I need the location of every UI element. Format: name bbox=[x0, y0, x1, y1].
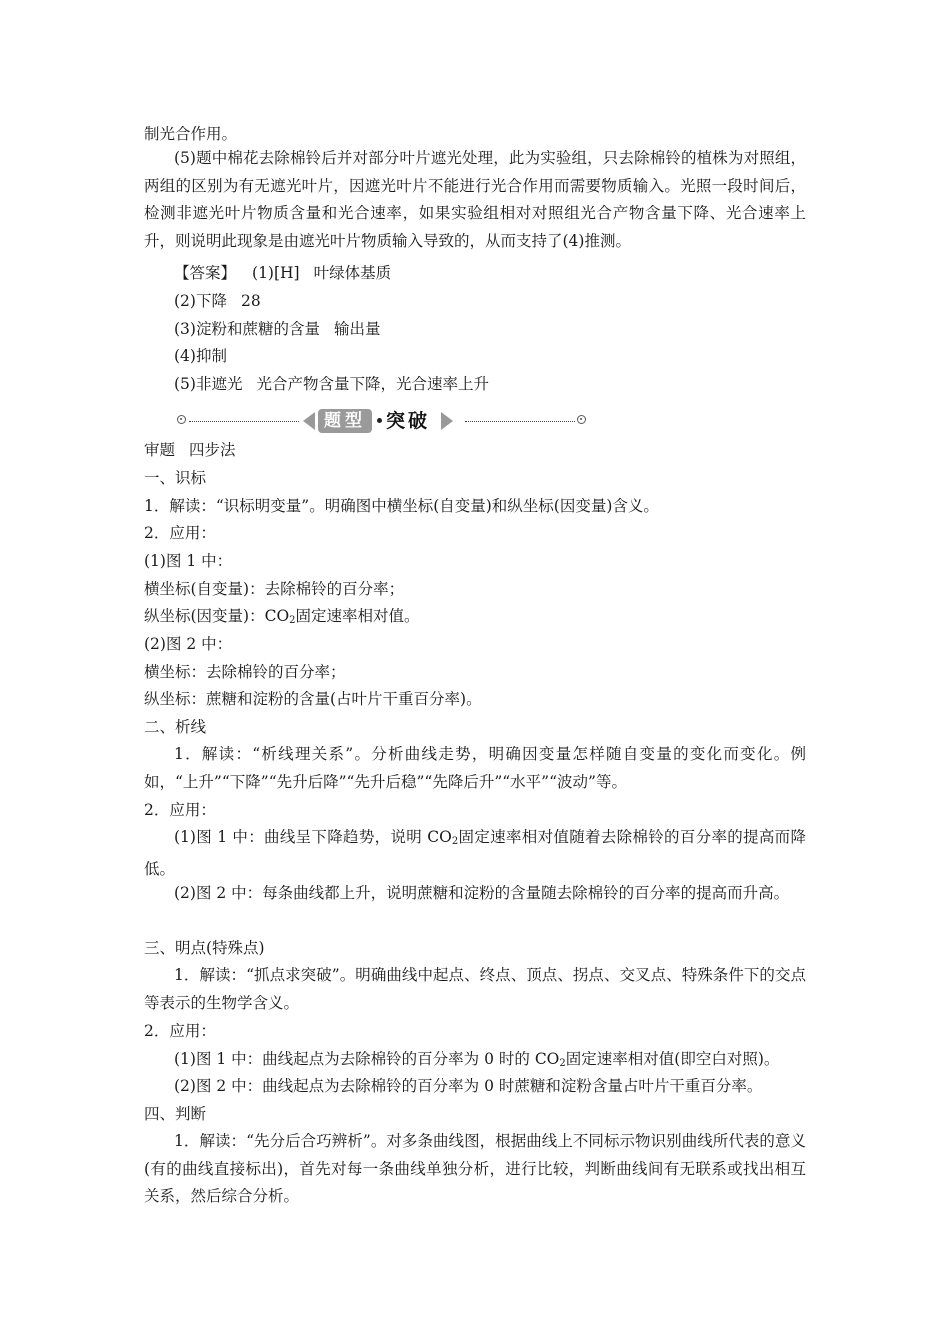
step4-read bbox=[144, 1128, 806, 1211]
step3-apply bbox=[0, 1021, 950, 1041]
step1-title-text: 一、识标 bbox=[144, 469, 207, 487]
step3-fig1-text-a: (1)图 1 中：曲线起点为去除棉铃的百分率为 0 时的 CO bbox=[174, 1050, 560, 1068]
step2-apply bbox=[0, 800, 950, 820]
step3-fig1 bbox=[0, 1049, 950, 1074]
paragraph-5-text: (5)题中棉花去除棉铃后并对部分叶片遮光处理，此为实验组，只去除棉铃的植株为对照组，两组的区别为有无遮光叶片，因遮光叶片不能进行光合作用而需要物质输入。光照一段时间后，检测非遮光叶片物质含量和光合速率，如果实验组相对对照组光合产物含量下降、光合速率上升，则说明此现象是由遮光叶片物质输入导致的，从而支持了(4)推测。 bbox=[144, 149, 806, 250]
step1-fig1-y bbox=[0, 606, 950, 631]
step1-apply-text: 2．应用： bbox=[144, 524, 216, 542]
step3-read-text: 1．解读：“抓点求突破”。明确曲线中起点、终点、顶点、拐点、交叉点、特殊条件下的交点等表示的生物学含义。 bbox=[144, 966, 806, 1012]
answer-3-text: 输出量 bbox=[333, 320, 381, 338]
answer-5-number: (5)非遮光 bbox=[174, 375, 243, 393]
answer-line-4 bbox=[0, 346, 950, 366]
answer-1-text: 叶绿体基质 bbox=[313, 264, 392, 282]
step1-fig1 bbox=[0, 551, 950, 571]
subscript: 2 bbox=[451, 836, 459, 847]
step3-fig2-text: (2)图 2 中：曲线起点为去除棉铃的百分率为 0 时蔗糖和淀粉含量占叶片干重百分率。 bbox=[174, 1077, 763, 1095]
step2-fig2-text: (2)图 2 中：每条曲线都上升，说明蔗糖和淀粉的含量随去除棉铃的百分率的提高而升高。 bbox=[174, 884, 790, 902]
step4-read-text: 1．解读：“先分后合巧辨析”。对多条曲线图，根据曲线上不同标示物识别曲线所代表的意义(有的曲线直接标出)，首先对每一条曲线单独分析，进行比较，判断曲线间有无联系或找出相互关系，然后综合分析。 bbox=[144, 1132, 806, 1206]
paragraph-5 bbox=[144, 145, 806, 255]
step3-fig2 bbox=[0, 1076, 950, 1096]
step2-title-text: 二、析线 bbox=[144, 718, 207, 736]
answer-2-number: (2)下降 bbox=[174, 292, 227, 310]
answer-line-1 bbox=[0, 263, 950, 283]
method-title-a: 审题 bbox=[144, 441, 176, 459]
step1-apply bbox=[0, 523, 950, 543]
step1-fig2-y bbox=[0, 689, 950, 709]
answer-line-2 bbox=[0, 291, 950, 311]
banner-tag: 题型 bbox=[318, 409, 372, 433]
banner-right-end-icon bbox=[577, 415, 586, 424]
section-banner bbox=[177, 407, 587, 437]
step2-fig1-text-b: 固定速率相对值随着去除棉铃的百分率的提高而降低。 bbox=[144, 828, 806, 878]
method-title-b: 四步法 bbox=[189, 441, 236, 459]
step2-fig2 bbox=[144, 880, 806, 908]
answer-1-number: (1)[H] bbox=[252, 264, 300, 282]
step1-fig1-y-text-b: 固定速率相对值。 bbox=[295, 607, 420, 625]
answer-5-text: 光合产物含量下降，光合速率上升 bbox=[256, 375, 489, 393]
method-title bbox=[0, 440, 950, 460]
step3-fig1-text-b: 固定速率相对值(即空白对照)。 bbox=[565, 1050, 780, 1068]
step3-read bbox=[144, 962, 806, 1017]
step1-fig2-text: (2)图 2 中： bbox=[144, 635, 233, 653]
banner-left-divider bbox=[189, 421, 299, 422]
step1-fig2-y-text: 纵坐标：蔗糖和淀粉的含量(占叶片干重百分率)。 bbox=[144, 690, 482, 708]
text-line bbox=[0, 124, 950, 144]
step1-fig2 bbox=[0, 634, 950, 654]
step1-fig1-y-text-a: 纵坐标(因变量)：CO bbox=[144, 607, 290, 625]
answer-2-text: 28 bbox=[240, 292, 261, 310]
banner-left-end-icon bbox=[177, 415, 186, 424]
continued-sentence: 制光合作用。 bbox=[144, 125, 238, 143]
step1-read bbox=[0, 496, 950, 516]
step1-fig2-x bbox=[0, 662, 950, 682]
banner-title: 突破 bbox=[386, 410, 431, 432]
answer-line-3 bbox=[0, 319, 950, 339]
step2-title bbox=[0, 717, 950, 737]
banner-right-divider bbox=[465, 421, 575, 422]
step4-title bbox=[0, 1104, 950, 1124]
answer-4-text: (4)抑制 bbox=[174, 347, 227, 365]
step2-fig1-text-a: (1)图 1 中：曲线呈下降趋势，说明 CO bbox=[174, 828, 452, 846]
step1-fig2-x-text: 横坐标：去除棉铃的百分率； bbox=[144, 663, 346, 681]
subscript: 2 bbox=[289, 615, 296, 626]
answer-line-5 bbox=[0, 374, 950, 394]
step2-fig1 bbox=[144, 824, 806, 883]
step1-fig1-x bbox=[0, 579, 950, 599]
triangle-right-icon bbox=[441, 412, 453, 430]
step3-title-text: 三、明点(特殊点) bbox=[144, 939, 265, 957]
subscript: 2 bbox=[559, 1058, 566, 1069]
step1-read-text: 1．解读：“识标明变量”。明确图中横坐标(自变量)和纵坐标(因变量)含义。 bbox=[144, 497, 659, 515]
step1-title bbox=[0, 468, 950, 488]
step3-apply-text: 2．应用： bbox=[144, 1022, 216, 1040]
triangle-left-icon bbox=[303, 412, 315, 430]
step2-read bbox=[144, 741, 806, 796]
bullet-dot-icon bbox=[377, 418, 382, 423]
step1-fig1-text: (1)图 1 中： bbox=[144, 552, 233, 570]
step2-read-text: 1．解读：“析线理关系”。分析曲线走势，明确因变量怎样随自变量的变化而变化。例如，“上升”“下降”“先升后降”“先升后稳”“先降后升”“水平”“波动”等。 bbox=[144, 745, 806, 791]
step4-title-text: 四、判断 bbox=[144, 1105, 207, 1123]
step3-title bbox=[0, 938, 950, 958]
step1-fig1-x-text: 横坐标(自变量)：去除棉铃的百分率； bbox=[144, 580, 405, 598]
answer-label: 【答案】 bbox=[174, 264, 237, 282]
answer-3-number: (3)淀粉和蔗糖的含量 bbox=[174, 320, 320, 338]
step2-apply-text: 2．应用： bbox=[144, 801, 216, 819]
